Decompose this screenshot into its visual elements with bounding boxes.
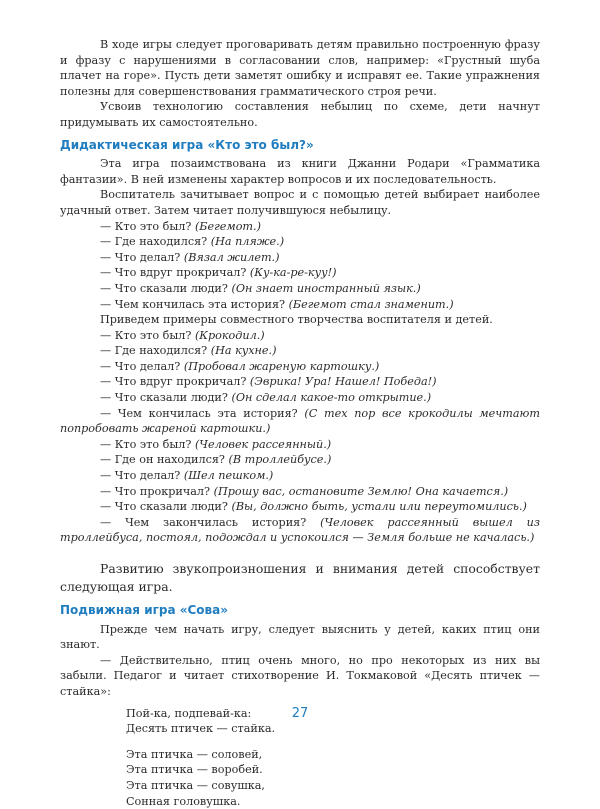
page-content [60,37,540,809]
dialog-line [60,359,540,375]
intro-paragraph: В ходе игры следует проговаривать детям правильно построенную фразу и фразу с нарушениями в согласовании слов, например: «Грустный шуба плачет на горе». Пусть дети заметят ошибку и исправят ее. Такие упражнения полезны для совершенствования грамматического строя речи. [60,38,540,98]
dialog-line [60,219,540,235]
dialog-answer: (Вязал жилет.) [183,250,280,264]
poem-line: Десять птичек — стайка. [126,722,276,736]
section-paragraph: — Действительно, птиц очень много, но про некоторых из них вы забыли. Педагог и читает стихотворение И. Токмаковой «Десять птичек — стайка»: [60,653,540,698]
dialog-line [60,390,540,406]
dialog-answer: (Ку-ка-ре-куу!) [249,266,337,280]
dialog-line [60,234,540,250]
dialog-answer: (Шел пешком.) [183,469,274,483]
dialog-line [60,406,540,437]
dialog-answer: (Человек рассеянный.) [194,437,332,451]
dialog-line [60,374,540,390]
dialog-answer: (На пляже.) [210,235,285,249]
dialog-answer: (Эврика! Ура! Нашел! Победа!) [249,375,437,389]
dialog-line [60,250,540,266]
examples-intro: Приведем примеры совместного творчества воспитателя и детей. [100,313,493,327]
dialog-question: — Где находился? [100,344,208,358]
dialog-question: — Что сказали люди? [100,500,228,514]
dialog-line [60,328,540,344]
dialog-line [60,452,540,468]
dialog-question: — Чем кончилась эта история? [100,297,285,311]
intro-paragraph: Усвоив технологию составления небылиц по схеме, дети начнут придумывать их самостоятельно. [60,100,540,129]
dialog-answer: (Крокодил.) [194,328,265,342]
dialog-answer: (Бегемот стал знаменит.) [288,297,454,311]
poem-line: Эта птичка — совушка, [126,778,265,792]
dialog-answer: (Человек рассеянный вышел из троллейбуса, постоял, подождал и успокоился — Земля больше не качалась.) [60,515,540,545]
page-number: 27 [291,706,309,721]
dialog-question: — Что сказали люди? [100,281,228,295]
poem-line: Эта птичка — воробей. [126,763,263,777]
poem-line: Пой-ка, подпевай-ка: [126,706,252,720]
dialog-answer: (Вы, должно быть, устали или переутомились.) [231,500,527,514]
dialog-answer: (С тех пор все крокодилы мечтают попробовать жареной картошки.) [60,406,540,436]
dialog-question: — Что сказали люди? [100,391,228,405]
poem-line: Сонная головушка. [126,794,241,808]
dialog-line [60,343,540,359]
section-paragraph: Воспитатель зачитывает вопрос и с помощью детей выбирает наиболее удачный ответ. Затем читает получившуюся небылицу. [60,188,540,217]
dialog-line [60,297,540,313]
section-heading-kto-eto-byl: Дидактическая игра «Кто это был?» [60,137,314,152]
dialog-line [60,281,540,297]
dialog-line [60,515,540,546]
dialog-question: — Кто это был? [100,437,192,451]
section-paragraph: Эта игра позаимствована из книги Джанни Родари «Грамматика фантазии». В ней изменены характер вопросов и их последовательность. [60,157,540,186]
dialog-answer: (Он знает иностранный язык.) [231,281,421,295]
dialog-question: — Что вдруг прокричал? [100,375,247,389]
dialog-question: — Где находился? [100,235,208,249]
dialog-question: — Что вдруг прокричал? [100,266,247,280]
section-heading-sova: Подвижная игра «Сова» [60,603,228,617]
dialog-question: — Кто это был? [100,219,192,233]
dialog-answer: (Прошу вас, остановите Землю! Она качается.) [213,484,509,498]
poem-line: Эта птичка — соловей, [126,747,263,761]
poem [60,706,540,809]
dialog-question: — Чем закончилась история? [100,515,307,529]
dialog-question: — Кто это был? [100,328,192,342]
dialog-line [60,437,540,453]
dialog-answer: (Бегемот.) [194,219,261,233]
dialog-line [60,265,540,281]
dialog-answer: (Пробовал жареную картошку.) [183,359,380,373]
dialog-question: — Чем кончилась эта история? [100,406,298,420]
dialog-question: — Где он находился? [100,453,225,467]
dialog-line [60,468,540,484]
dialog-answer: (На кухне.) [210,344,277,358]
dialog-question: — Что делал? [100,359,181,373]
dialog-question: — Что делал? [100,469,181,483]
section-paragraph: Прежде чем начать игру, следует выяснить у детей, каких птиц они знают. [60,622,540,652]
dialog-answer: (В троллейбусе.) [228,453,332,467]
dialog-answer: (Он сделал какое-то открытие.) [231,391,432,405]
stanza-gap [126,737,540,747]
transition-paragraph: Развитию звукопроизношения и внимания детей способствует следующая игра. [60,561,540,594]
dialog-question: — Что делал? [100,250,181,264]
dialog-line [60,484,540,500]
dialog-question: — Что прокричал? [100,484,211,498]
dialog-line [60,499,540,515]
